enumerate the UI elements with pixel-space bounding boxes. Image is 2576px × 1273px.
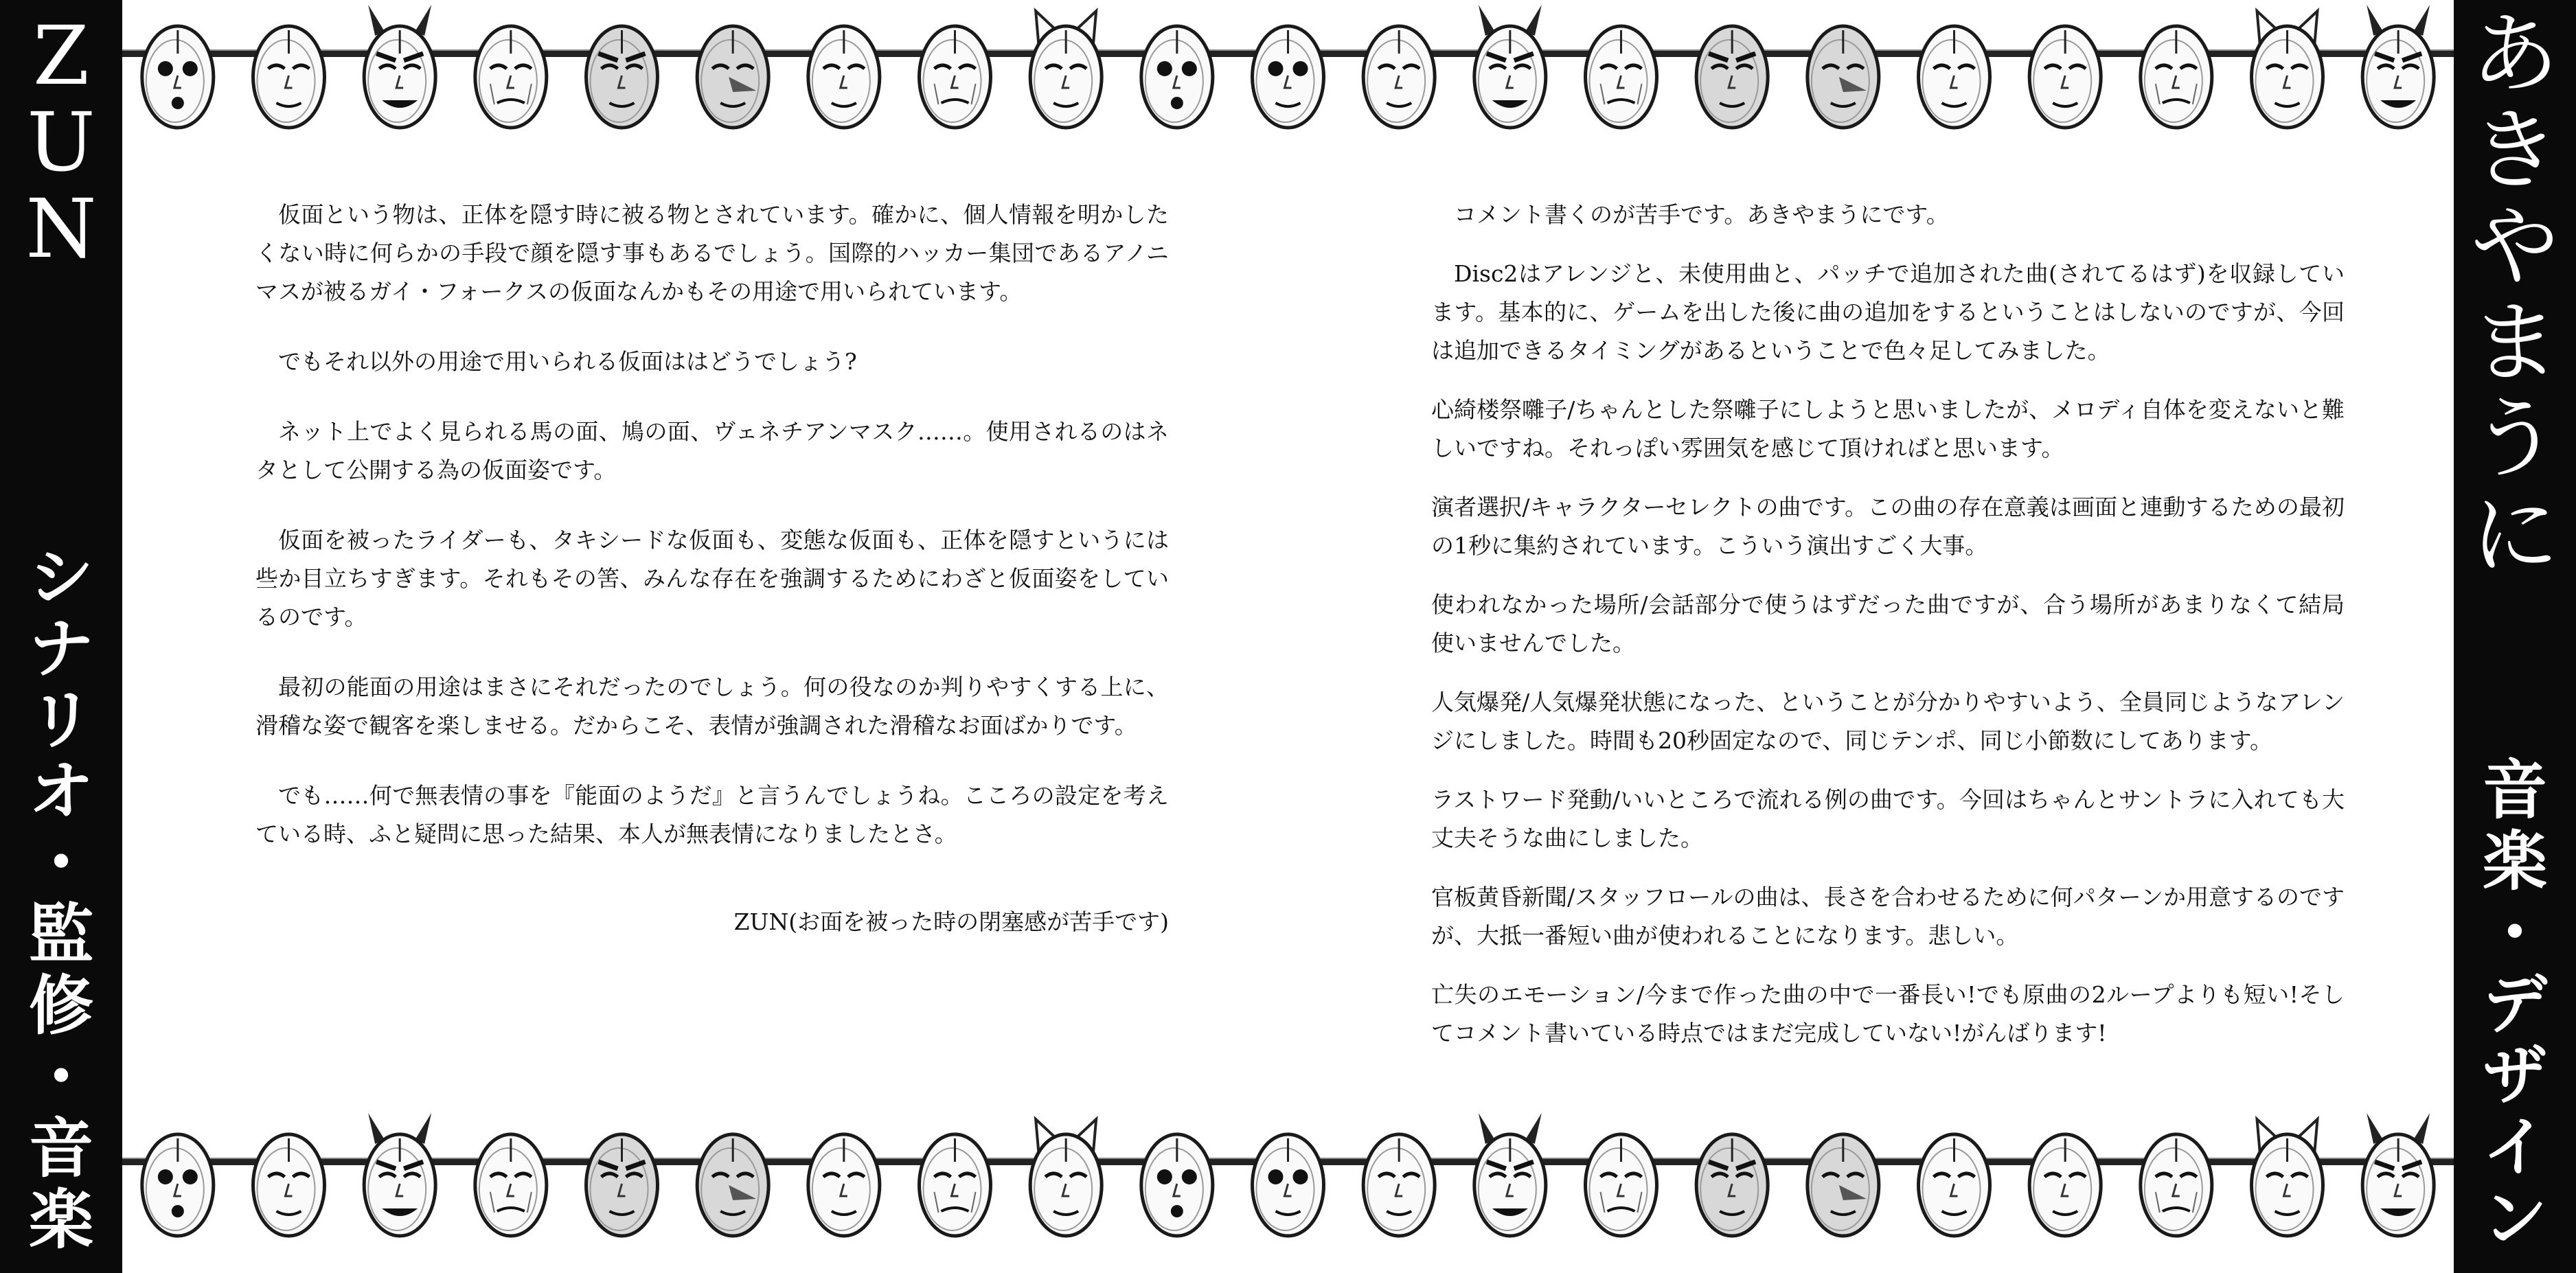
role-char: ン — [2482, 1182, 2547, 1257]
role-char: ・ — [28, 1040, 93, 1115]
mask-plain-icon — [1363, 1134, 1435, 1236]
mask-rail-top — [122, 0, 2454, 165]
mask-fox-icon — [1030, 11, 1102, 128]
mask-rail-illustration — [122, 0, 2454, 165]
role-char: ナ — [28, 612, 93, 687]
mask-eyes-icon — [1253, 26, 1324, 128]
name-char: あ — [2470, 3, 2559, 106]
comment-paragraph: ネット上でよく見られる馬の面、鳩の面、ヴェネチアンマスク……。使用されるのはネタとして公開する為の仮面姿です。 — [255, 418, 1169, 483]
comment-paragraph: でもそれ以外の用途で用いられる仮面ははどうでしょう? — [278, 348, 857, 375]
left-artist-role — [0, 542, 122, 1257]
role-char: ・ — [2482, 896, 2547, 971]
role-char: 修 — [28, 969, 93, 1044]
track-comment: 亡失のエモーション/今まで作った曲の中で一番長い!でも原曲の2ループよりも短い!そしてコメント書いている時点ではまだ完成していない!がんばります! — [1431, 981, 2345, 1046]
track-comment: 心綺楼祭囃子/ちゃんとした祭囃子にしようと思いましたが、メロディ自体を変えないと難しいですね。それっぽい雰囲気を感じて頂ければと思います。 — [1431, 396, 2345, 461]
mask-plain-icon — [1363, 26, 1435, 128]
mask-fox-icon — [1030, 1119, 1102, 1236]
mask-oni-icon — [364, 1113, 435, 1236]
right-credit-band — [2454, 0, 2576, 1273]
role-char: 監 — [28, 897, 93, 972]
comment-paragraph: 仮面を被ったライダーも、タキシードな仮面も、変態な仮面も、正体を隠すというには些か目立ちすぎます。それもその筈、みんな存在を強調するためにわざと仮面姿をしているのです。 — [255, 527, 1169, 630]
mask-plain-icon — [2029, 26, 2101, 128]
comment-paragraph: でも……何で無表情の事を『能面のようだ』と言うんでしょうね。こころの設定を考えている時、ふと疑問に思った結果、本人が無表情になりましたとさ。 — [255, 782, 1169, 847]
mask-plain-icon — [1919, 1134, 1990, 1236]
mask-old-icon — [1586, 26, 1657, 128]
right-artist-name — [2454, 3, 2576, 586]
comment-paragraph: Disc2はアレンジと、未使用曲と、パッチで追加された曲(されてるはず)を収録しています。基本的に、ゲームを出した後に曲の追加をするということはしないのですが、今回は追加できるタイミングがあるということで色々足してみました。 — [1431, 260, 2345, 364]
mask-old-icon — [2141, 26, 2212, 128]
mask-warrior-icon — [586, 1134, 658, 1236]
mask-plain-icon — [253, 1134, 325, 1236]
role-char: 音 — [28, 1112, 93, 1186]
mask-tengu-icon — [697, 1134, 768, 1236]
mask-fox-icon — [2252, 1119, 2323, 1236]
left-credit-band — [0, 0, 122, 1273]
track-comment: 使われなかった場所/会話部分で使うはずだった曲ですが、合う場所があまりなくて結局使いませんでした。 — [1431, 591, 2345, 656]
role-char: ザ — [2482, 1039, 2547, 1114]
mask-round-icon — [1141, 26, 1213, 128]
mask-oni-icon — [1474, 1113, 1546, 1236]
role-char: ・ — [28, 826, 93, 901]
mask-plain-icon — [2029, 1134, 2101, 1236]
mask-oni-icon — [2362, 1113, 2434, 1236]
role-char: 楽 — [28, 1183, 93, 1258]
mask-round-icon — [142, 26, 214, 128]
mask-old-icon — [475, 1134, 547, 1236]
mask-old-icon — [1586, 1134, 1657, 1236]
mask-plain-icon — [808, 1134, 880, 1236]
mask-plain-icon — [253, 26, 325, 128]
track-comment: 人気爆発/人気爆発状態になった、ということが分かりやすいよう、全員同じようなアレンジにしました。時間も20秒固定なので、同じテンポ、同じ小節数にしてあります。 — [1431, 689, 2345, 754]
comment-paragraph: 最初の能面の用途はまさにそれだったのでしょう。何の役なのか判りやすくする上に、滑稽な姿で観客を楽しませる。だからこそ、表情が強調された滑稽なお面ばかりです。 — [255, 674, 1170, 739]
name-char: Z — [33, 8, 89, 103]
mask-oni-icon — [364, 5, 435, 128]
mask-tengu-icon — [1808, 26, 1879, 128]
mask-old-icon — [920, 26, 991, 128]
mask-oni-icon — [2362, 5, 2434, 128]
comment-paragraph: コメント書くのが苦手です。あきやまうにです。 — [1454, 201, 1949, 228]
mask-round-icon — [1141, 1134, 1213, 1236]
zun-comment-column — [255, 196, 1169, 941]
right-artist-role — [2454, 755, 2576, 1255]
mask-warrior-icon — [1696, 1134, 1768, 1236]
role-char: シ — [28, 540, 93, 615]
mask-tengu-icon — [1808, 1134, 1879, 1236]
mask-old-icon — [2141, 1134, 2212, 1236]
mask-tengu-icon — [697, 26, 768, 128]
left-artist-name — [0, 8, 122, 276]
zun-signature: ZUN(お面を被った時の閉塞感が苦手です) — [733, 908, 1169, 935]
mask-warrior-icon — [586, 26, 658, 128]
track-comment: 官板黄昏新聞/スタッフロールの曲は、長さを合わせるために何パターンか用意するのですが、大抵一番短い曲が使われることになります。悲しい。 — [1431, 884, 2345, 949]
mask-rail-illustration — [122, 1108, 2454, 1273]
role-char: デ — [2482, 967, 2547, 1042]
mask-eyes-icon — [1253, 1134, 1324, 1236]
mask-plain-icon — [1919, 26, 1990, 128]
mask-old-icon — [475, 26, 547, 128]
name-char: U — [27, 95, 95, 190]
name-char: に — [2470, 484, 2559, 586]
comment-paragraph: 仮面という物は、正体を隠す時に被る物とされています。確かに、個人情報を明かしたくない時に何らかの手段で顔を隠す事もあるでしょう。国際的ハッカー集団であるアノニマスが被るガイ・フォークスの仮面なんかもその用途で用いられています。 — [255, 201, 1169, 305]
mask-plain-icon — [808, 26, 880, 128]
mask-old-icon — [920, 1134, 991, 1236]
track-comment: ラストワード発動/いいところで流れる例の曲です。今回はちゃんとサントラに入れても大丈夫そうな曲にしました。 — [1431, 786, 2345, 851]
mask-rail-bottom — [122, 1108, 2454, 1273]
name-char: N — [25, 181, 97, 276]
akiyama-comment-column — [1431, 196, 2345, 1073]
mask-round-icon — [142, 1134, 214, 1236]
track-comment: 演者選択/キャラクターセレクトの曲です。この曲の存在意義は画面と連動するための最初の1秒に集約されています。こういう演出すごく大事。 — [1431, 494, 2345, 559]
role-char: イ — [2482, 1110, 2547, 1185]
name-char: き — [2470, 100, 2559, 202]
name-char: ま — [2470, 292, 2559, 394]
mask-warrior-icon — [1696, 26, 1768, 128]
role-char: オ — [28, 755, 93, 829]
role-char: リ — [28, 683, 93, 758]
mask-fox-icon — [2252, 11, 2323, 128]
name-char: う — [2470, 388, 2559, 490]
name-char: や — [2470, 196, 2559, 298]
role-char: 音 — [2482, 753, 2547, 828]
mask-oni-icon — [1474, 5, 1546, 128]
role-char: 楽 — [2482, 825, 2547, 899]
